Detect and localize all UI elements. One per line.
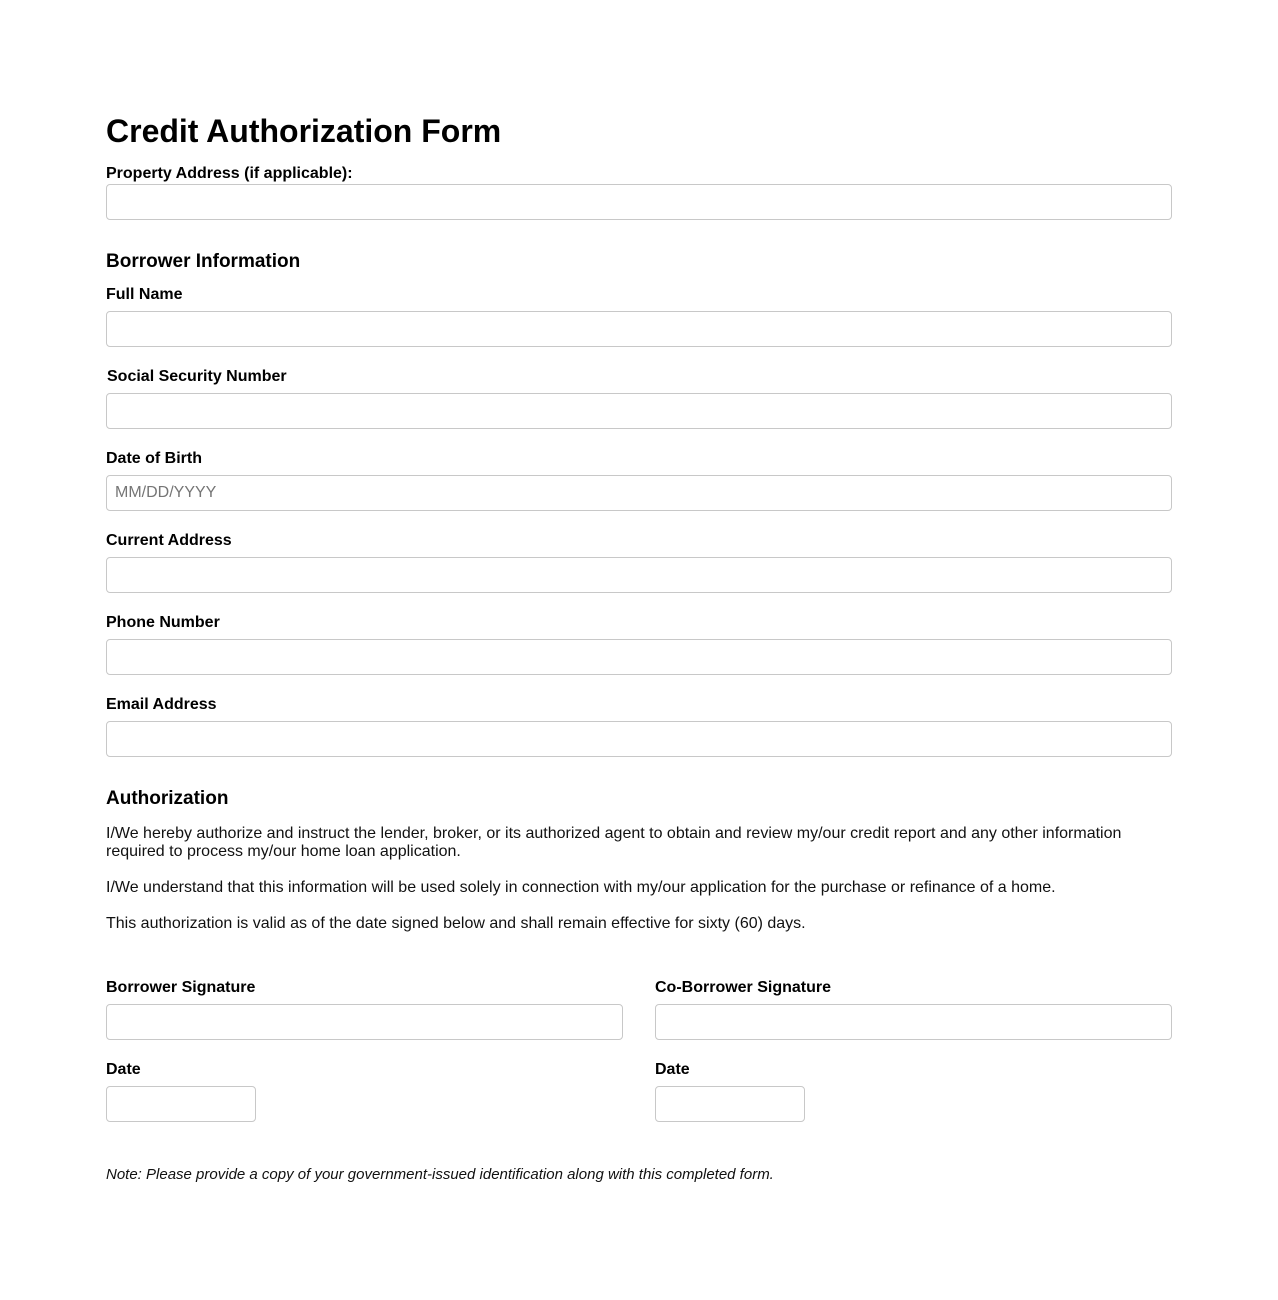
property-address-input[interactable]: [106, 184, 1172, 220]
email-address-label: Email Address: [106, 696, 217, 713]
date-of-birth-input[interactable]: [106, 475, 1172, 511]
authorization-paragraph-1: I/We hereby authorize and instruct the lender, broker, or its authorized agent to obtain and review my/our credit report and any other information required to process my/our home loan application.: [106, 825, 1122, 860]
borrower-date-input[interactable]: [106, 1086, 256, 1122]
phone-number-input[interactable]: [106, 639, 1172, 675]
authorization-paragraph-3: This authorization is valid as of the date signed below and shall remain effective for sixty (60) days.: [106, 915, 806, 932]
borrower-date-label: Date: [106, 1061, 141, 1078]
authorization-paragraph-2: I/We understand that this information will be used solely in connection with my/our application for the purchase or refinance of a home.: [106, 879, 1056, 896]
co-borrower-signature-input[interactable]: [655, 1004, 1172, 1040]
full-name-label: Full Name: [106, 286, 183, 303]
email-address-input[interactable]: [106, 721, 1172, 757]
borrower-signature-label: Borrower Signature: [106, 979, 256, 996]
borrower-information-heading: Borrower Information: [106, 251, 301, 272]
co-borrower-date-input[interactable]: [655, 1086, 805, 1122]
co-borrower-date-label: Date: [655, 1061, 690, 1078]
co-borrower-signature-label: Co-Borrower Signature: [655, 979, 832, 996]
property-address-label: Property Address (if applicable):: [106, 165, 353, 182]
current-address-input[interactable]: [106, 557, 1172, 593]
phone-number-label: Phone Number: [106, 614, 220, 631]
date-of-birth-label: Date of Birth: [106, 450, 202, 467]
full-name-input[interactable]: [106, 311, 1172, 347]
authorization-heading: Authorization: [106, 788, 229, 809]
ssn-label: Social Security Number: [107, 368, 287, 385]
ssn-input[interactable]: [106, 393, 1172, 429]
borrower-signature-input[interactable]: [106, 1004, 623, 1040]
identification-note: Note: Please provide a copy of your government-issued identification along with this completed form.: [106, 1166, 774, 1183]
page-title: Credit Authorization Form: [106, 113, 502, 149]
current-address-label: Current Address: [106, 532, 232, 549]
